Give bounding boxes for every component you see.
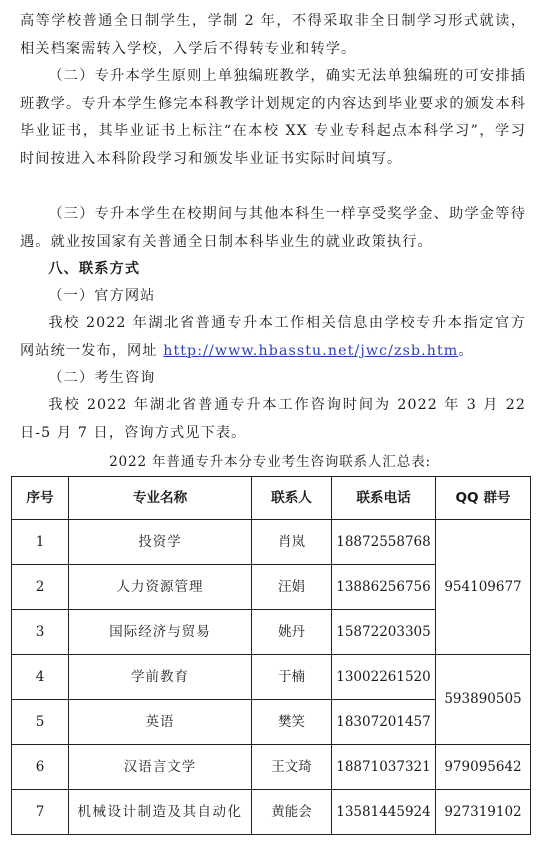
header-phone: 联系电话 [332,477,436,520]
paragraph-class-arrangement: （二）专升本学生原则上单独编班教学，确实无法单独编班的可安排插班教学。专升本学生修完本科教学计划规定的内容达到毕业要求的颁发本科毕业证书，其毕业证书上标注“在本校 XX 专业专科起点本科学习”，学习时间按进入本科阶段学习和颁发毕业证书实际时间填写。 [20,68,526,167]
row-phone: 18871037321 [332,745,436,790]
row-no: 2 [12,565,69,610]
row-major: 汉语言文学 [69,745,252,790]
row-no: 3 [12,610,69,655]
row-no: 7 [12,790,69,835]
row-contact: 黄能会 [252,790,332,835]
paragraph-consultation-time: 我校 2022 年湖北省普通专升本工作咨询时间为 2022 年 3 月 22 日-5 月 7 日，咨询方式见下表。 [20,397,526,441]
contacts-table [11,476,531,835]
row-phone: 13581445924 [332,790,436,835]
row-contact: 王文琦 [252,745,332,790]
table-caption: 2022 年普通专升本分专业考生咨询联系人汇总表: [109,454,431,470]
row-phone: 18307201457 [332,700,436,745]
row-qq-group: 954109677 [436,520,531,655]
header-contact: 联系人 [252,477,332,520]
row-qq-group: 927319102 [436,790,531,835]
row-major: 人力资源管理 [69,565,252,610]
row-no: 6 [12,745,69,790]
row-contact: 汪娟 [252,565,332,610]
header-major: 专业名称 [69,477,252,520]
row-major: 英语 [69,700,252,745]
subheading-official-website: （一）官方网站 [48,288,156,304]
row-contact: 姚丹 [252,610,332,655]
row-phone: 18872558768 [332,520,436,565]
row-no: 5 [12,700,69,745]
paragraph-admission-rules: 高等学校普通全日制学生，学制 2 年，不得采取非全日制学习形式就读，相关档案需转入学校，入学后不得转专业和转学。 [20,13,526,57]
website-text-end: 。 [458,342,474,359]
header-no: 序号 [12,477,69,520]
table-row [12,745,531,790]
paragraph-scholarship-employment: （三）专升本学生在校期间与其他本科生一样享受奖学金、助学金等待遇。就业按国家有关普通全日制本科毕业生的就业政策执行。 [20,206,526,250]
row-phone: 15872203305 [332,610,436,655]
row-qq-group: 593890505 [436,655,531,745]
table-header-row [12,477,531,520]
row-phone: 13002261520 [332,655,436,700]
paragraph-website [20,310,526,365]
row-major: 国际经济与贸易 [69,610,252,655]
row-no: 1 [12,520,69,565]
row-contact: 肖岚 [252,520,332,565]
header-qq: QQ 群号 [436,477,531,520]
row-major: 投资学 [69,520,252,565]
table-row [12,520,531,565]
table-row [12,655,531,700]
row-contact: 于楠 [252,655,332,700]
row-qq-group: 979095642 [436,745,531,790]
row-major: 学前教育 [69,655,252,700]
row-phone: 13886256756 [332,565,436,610]
subheading-consultation: （二）考生咨询 [48,370,156,386]
row-no: 4 [12,655,69,700]
row-major: 机械设计制造及其自动化 [69,790,252,835]
table-row [12,790,531,835]
website-link[interactable]: http://www.hbasstu.net/jwc/zsb.htm [163,342,459,359]
website-text: 我校 2022 年湖北省普通专升本工作相关信息由学校专升本指定官方网站统一发布，网址 [20,315,526,359]
section-heading-contact: 八、联系方式 [48,261,141,277]
row-contact: 樊笑 [252,700,332,745]
